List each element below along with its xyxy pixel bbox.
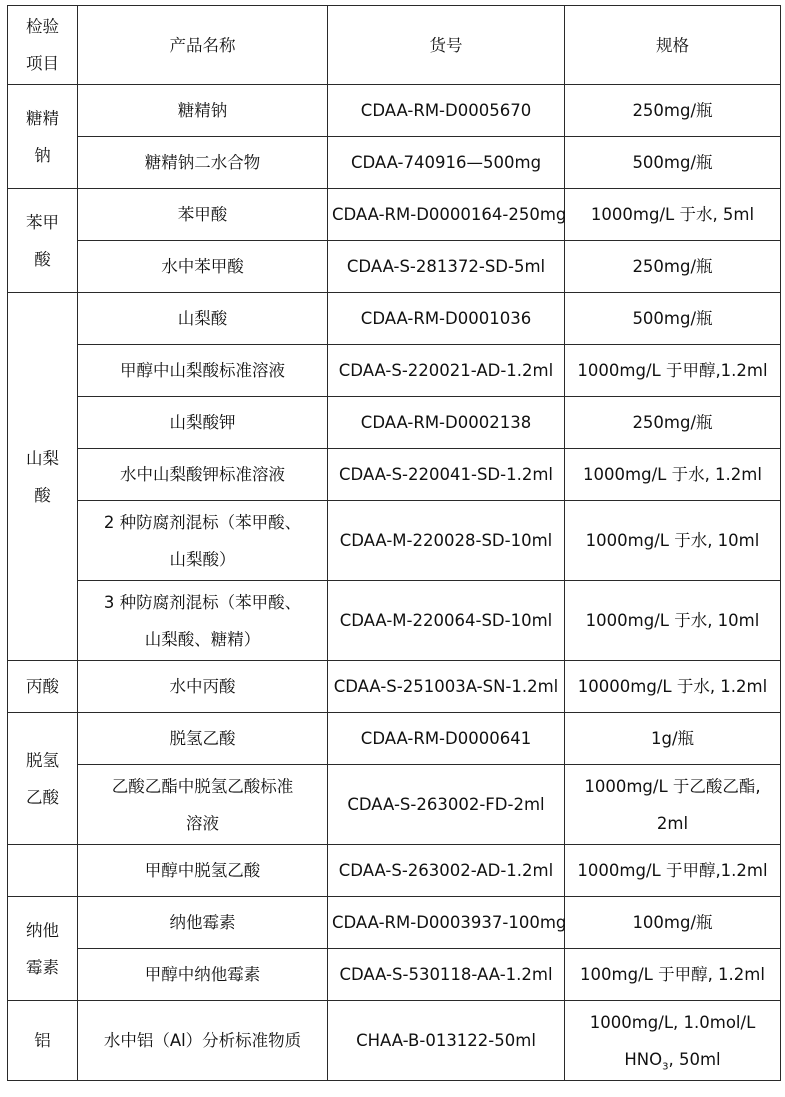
category-natamycin: 纳他 霉素	[8, 897, 78, 1001]
category-propionic: 丙酸	[8, 661, 78, 713]
product-sku: CDAA-S-263002-FD-2ml	[328, 765, 565, 845]
product-spec: 1000mg/L 于甲醇,1.2ml	[565, 845, 781, 897]
product-spec: 100mg/瓶	[565, 897, 781, 949]
table-row	[8, 581, 781, 661]
product-spec: 250mg/瓶	[565, 397, 781, 449]
table-row	[8, 765, 781, 845]
product-spec: 1g/瓶	[565, 713, 781, 765]
product-name: 苯甲酸	[78, 189, 328, 241]
product-spec: 250mg/瓶	[565, 85, 781, 137]
product-name: 脱氢乙酸	[78, 713, 328, 765]
header-name: 产品名称	[78, 6, 328, 85]
product-sku: CDAA-RM-D0000164-250mg	[328, 189, 565, 241]
product-spec: 500mg/瓶	[565, 293, 781, 345]
product-name: 水中丙酸	[78, 661, 328, 713]
table-row	[8, 189, 781, 241]
product-sku: CDAA-S-281372-SD-5ml	[328, 241, 565, 293]
product-sku: CDAA-RM-D0001036	[328, 293, 565, 345]
product-name: 水中山梨酸钾标准溶液	[78, 449, 328, 501]
table-row	[8, 1001, 781, 1081]
category-aluminum: 铝	[8, 1001, 78, 1081]
product-name: 3 种防腐剂混标（苯甲酸、 山梨酸、糖精）	[78, 581, 328, 661]
category-saccharin: 糖精 钠	[8, 85, 78, 189]
header-row	[8, 6, 781, 85]
product-spec: 250mg/瓶	[565, 241, 781, 293]
product-name: 山梨酸钾	[78, 397, 328, 449]
category-empty	[8, 845, 78, 897]
product-sku: CDAA-S-530118-AA-1.2ml	[328, 949, 565, 1001]
product-name: 糖精钠	[78, 85, 328, 137]
spec-line-2: $HNO_3$, 50ml	[624, 1049, 721, 1072]
product-spec: 1000mg/L 于乙酸乙酯, 2ml	[565, 765, 781, 845]
product-name: 2 种防腐剂混标（苯甲酸、 山梨酸）	[78, 501, 328, 581]
table-row	[8, 85, 781, 137]
product-sku: CDAA-S-220021-AD-1.2ml	[328, 345, 565, 397]
header-sku: 货号	[328, 6, 565, 85]
table-row	[8, 713, 781, 765]
product-sku: CDAA-RM-D0005670	[328, 85, 565, 137]
table-row	[8, 949, 781, 1001]
product-name: 甲醇中脱氢乙酸	[78, 845, 328, 897]
table-row	[8, 845, 781, 897]
table-row	[8, 449, 781, 501]
table-row	[8, 897, 781, 949]
product-name: 乙酸乙酯中脱氢乙酸标准 溶液	[78, 765, 328, 845]
product-name: 纳他霉素	[78, 897, 328, 949]
product-spec: 1000mg/L, 1.0mol/L $HNO_3$, 50ml	[565, 1001, 781, 1081]
table-row	[8, 293, 781, 345]
table-row	[8, 661, 781, 713]
product-sku: CDAA-740916—500mg	[328, 137, 565, 189]
product-spec: 1000mg/L 于水, 10ml	[565, 501, 781, 581]
product-name: 水中铝（Al）分析标准物质	[78, 1001, 328, 1081]
product-name: 山梨酸	[78, 293, 328, 345]
product-name: 甲醇中山梨酸标准溶液	[78, 345, 328, 397]
table-row	[8, 241, 781, 293]
table-row	[8, 501, 781, 581]
table-row	[8, 345, 781, 397]
product-name: 甲醇中纳他霉素	[78, 949, 328, 1001]
product-spec: 1000mg/L 于水, 5ml	[565, 189, 781, 241]
category-sorbic: 山梨 酸	[8, 293, 78, 661]
product-table	[7, 5, 781, 1081]
product-spec: 1000mg/L 于水, 10ml	[565, 581, 781, 661]
header-category: 检验 项目	[8, 6, 78, 85]
product-sku: CDAA-S-251003A-SN-1.2ml	[328, 661, 565, 713]
product-sku: CDAA-M-220028-SD-10ml	[328, 501, 565, 581]
category-dha: 脱氢 乙酸	[8, 713, 78, 845]
table-row	[8, 397, 781, 449]
product-sku: CDAA-S-220041-SD-1.2ml	[328, 449, 565, 501]
product-name: 糖精钠二水合物	[78, 137, 328, 189]
product-sku: CDAA-M-220064-SD-10ml	[328, 581, 565, 661]
product-name: 水中苯甲酸	[78, 241, 328, 293]
product-sku: CDAA-RM-D0000641	[328, 713, 565, 765]
product-sku: CDAA-RM-D0002138	[328, 397, 565, 449]
product-spec: 500mg/瓶	[565, 137, 781, 189]
product-spec: 100mg/L 于甲醇, 1.2ml	[565, 949, 781, 1001]
category-benzoic: 苯甲 酸	[8, 189, 78, 293]
product-sku: CDAA-S-263002-AD-1.2ml	[328, 845, 565, 897]
product-spec: 10000mg/L 于水, 1.2ml	[565, 661, 781, 713]
product-spec: 1000mg/L 于甲醇,1.2ml	[565, 345, 781, 397]
table-row	[8, 137, 781, 189]
product-sku: CHAA-B-013122-50ml	[328, 1001, 565, 1081]
product-sku: CDAA-RM-D0003937-100mg	[328, 897, 565, 949]
header-spec: 规格	[565, 6, 781, 85]
product-spec: 1000mg/L 于水, 1.2ml	[565, 449, 781, 501]
